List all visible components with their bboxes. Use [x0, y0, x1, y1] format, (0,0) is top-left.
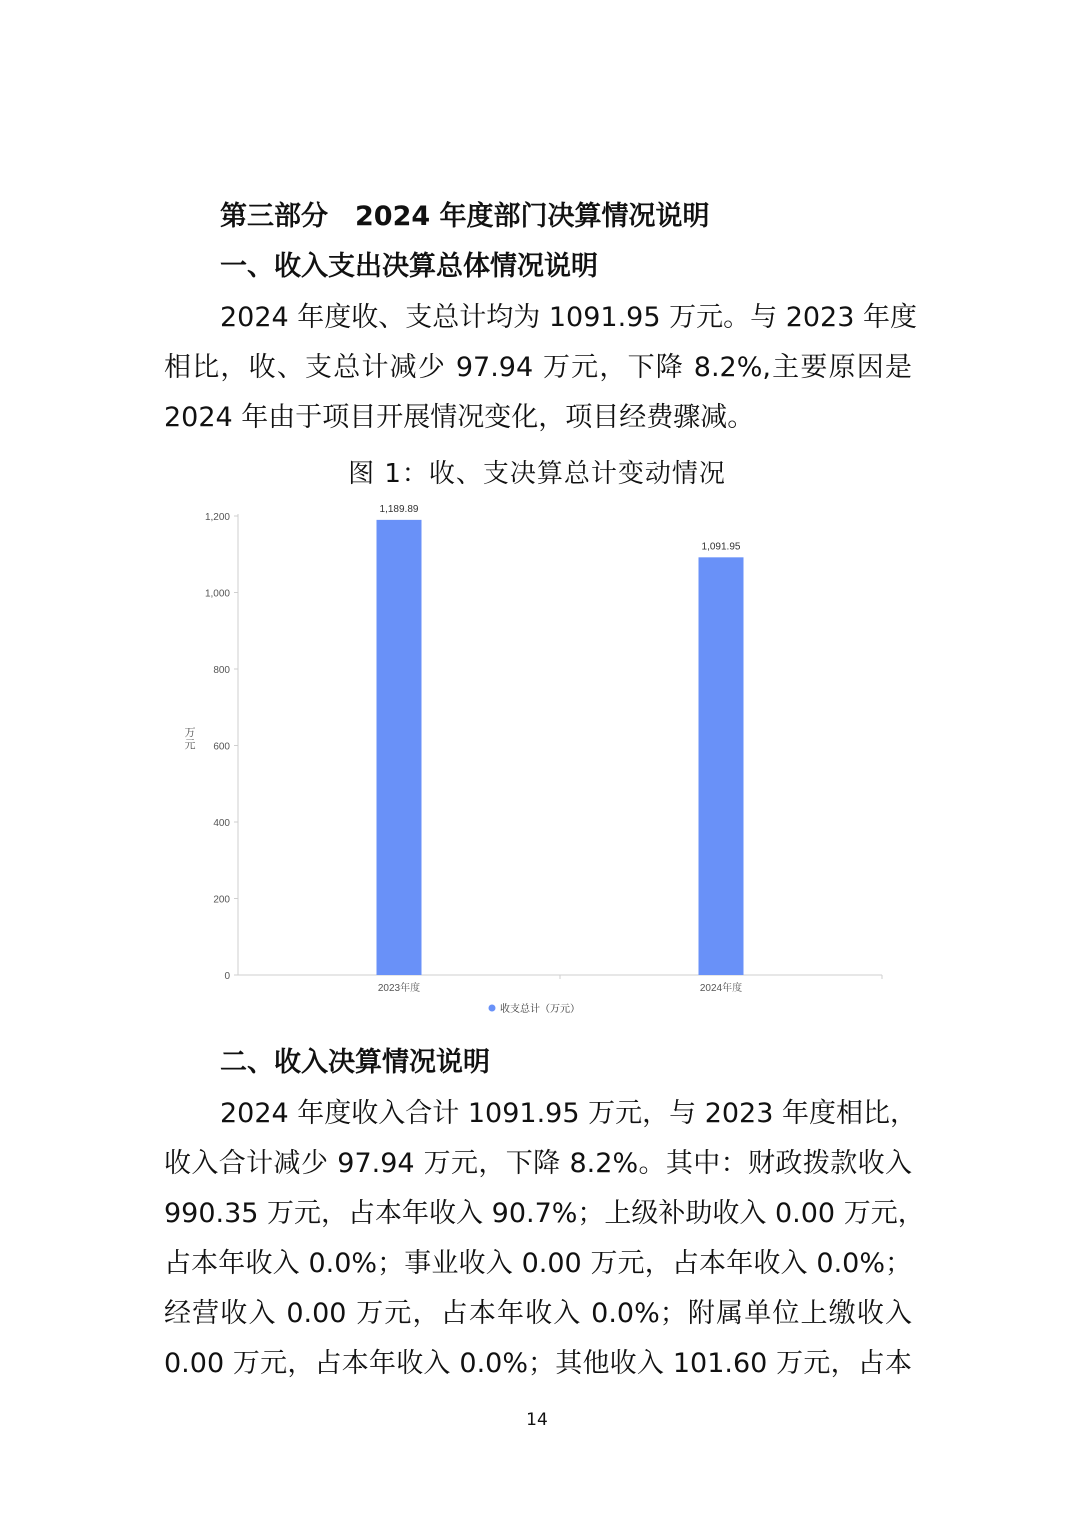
bar-value-label: 1,189.89 [379, 503, 419, 515]
page-number: 14 [526, 1410, 548, 1430]
y-tick-label: 1,200 [204, 512, 230, 523]
paragraph-line: 2024 年由于项目开展情况变化，项目经费骤减。 [164, 402, 755, 433]
paragraph-line: 0.00 万元，占本年收入 0.0%；其他收入 101.60 万元，占本 [164, 1348, 912, 1379]
paragraph-line: 经营收入 0.00 万元，占本年收入 0.0%；附属单位上缴收入 [164, 1298, 912, 1329]
paragraph-line: 相比，收、支总计减少 97.94 万元，下降 8.2%,主要原因是 [164, 352, 912, 383]
bar-value-label: 1,091.95 [701, 541, 741, 553]
paragraph-line: 2024 年度收、支总计均为 1091.95 万元。与 2023 年度 [220, 302, 917, 333]
paragraph-line: 收入合计减少 97.94 万元，下降 8.2%。其中：财政拨款收入 [164, 1148, 912, 1179]
paragraph-line: 990.35 万元，占本年收入 90.7%；上级补助收入 0.00 万元， [164, 1198, 925, 1229]
bar [699, 557, 744, 975]
heading-income-expenditure-overview: 一、收入支出决算总体情况说明 [220, 251, 598, 282]
section-title: 第三部分 2024 年度部门决算情况说明 [220, 201, 710, 232]
y-tick-label: 200 [213, 894, 230, 906]
heading-income-details: 二、收入决算情况说明 [220, 1047, 490, 1078]
x-tick-label: 2024年度 [699, 983, 743, 994]
paragraph-line: 占本年收入 0.0%；事业收入 0.00 万元，占本年收入 0.0%； [164, 1248, 912, 1279]
y-tick-label: 1,000 [204, 588, 230, 600]
legend-label: 收支总计（万元） [500, 1004, 580, 1015]
paragraph-line: 2024 年度收入合计 1091.95 万元，与 2023 年度相比， [220, 1098, 917, 1129]
bar [377, 520, 422, 975]
bar-chart [170, 498, 900, 1028]
y-tick-label: 0 [224, 971, 230, 982]
y-axis-title: 万 [184, 727, 196, 739]
legend-marker [489, 1005, 496, 1012]
y-tick-label: 800 [213, 665, 230, 676]
y-tick-label: 600 [213, 741, 230, 753]
figure-caption: 图 1：收、支决算总计变动情况 [348, 459, 726, 489]
y-tick-label: 400 [213, 818, 230, 829]
x-tick-label: 2023年度 [377, 983, 421, 994]
y-axis-title: 元 [184, 739, 196, 751]
